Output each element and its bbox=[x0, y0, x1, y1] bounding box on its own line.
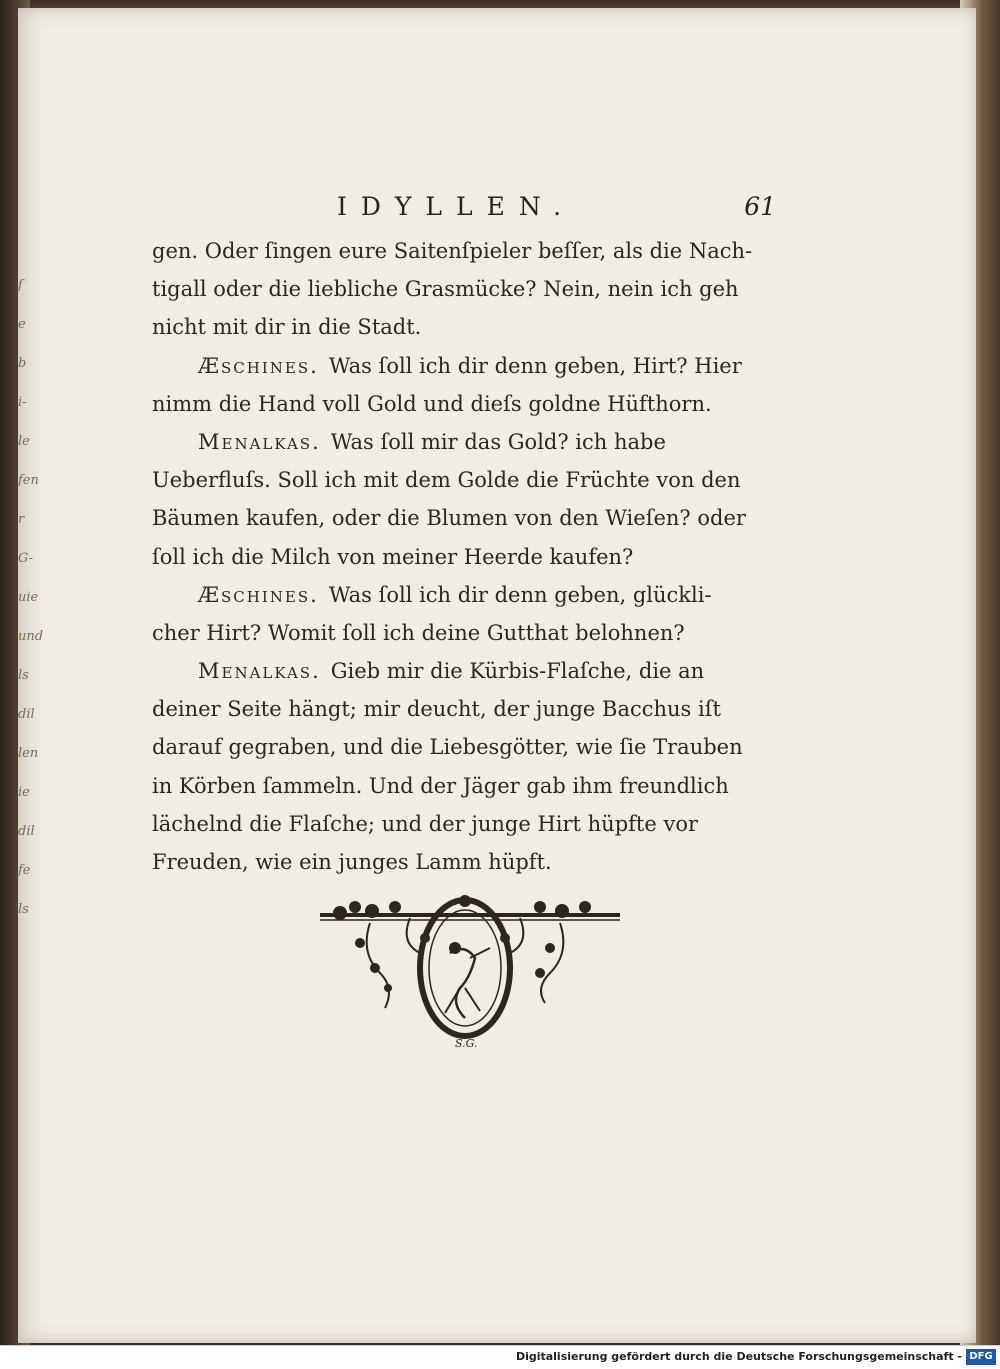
engraver-signature: S.G. bbox=[455, 1037, 478, 1050]
speech-line bbox=[152, 576, 782, 614]
text-line: cher Hirt? Womit ſoll ich deine Gutthat belohnen? bbox=[152, 620, 685, 645]
speaker-name: Menalkas. bbox=[198, 429, 321, 454]
previous-page-margin-fragments: ſ e b i- le fen r G- uie und ls dil len ie dil fe ls bbox=[18, 278, 44, 917]
vignette-ornament bbox=[300, 893, 630, 1053]
speech-text: Was ſoll mir das Gold? ich habe bbox=[330, 429, 666, 454]
running-title: IDYLLEN. bbox=[337, 192, 576, 221]
text-line: lächelnd die Flaſche; und der junge Hirt hüpfte vor bbox=[152, 811, 699, 836]
digitization-footer bbox=[0, 1345, 1000, 1369]
page-number: 61 bbox=[744, 192, 776, 221]
speech-line bbox=[152, 652, 782, 690]
speech-text: Was ſoll ich dir denn geben, glückli- bbox=[328, 582, 712, 607]
text-line: gen. Oder ſingen eure Saitenſpieler beſſer, als die Nach- bbox=[152, 239, 753, 263]
speech-text: Gieb mir die Kürbis-Flaſche, die an bbox=[330, 659, 705, 684]
text-line: nicht mit dir in die Stadt. bbox=[152, 315, 422, 340]
text-line: Bäumen kaufen, oder die Blumen von den Wieſen? oder bbox=[152, 506, 746, 531]
text-line: Freuden, wie ein junges Lamm hüpft. bbox=[152, 850, 552, 874]
speech-text: Was ſoll ich dir denn geben, Hirt? Hier bbox=[328, 353, 742, 378]
text-line: ſoll ich die Milch von meiner Heerde kaufen? bbox=[152, 544, 634, 569]
speaker-name: Æschines. bbox=[198, 353, 319, 378]
text-line: deiner Seite hängt; mir deucht, der junge Bacchus iſt bbox=[152, 697, 721, 722]
text-line: darauf gegraben, und die Liebesgötter, wie ſie Trauben bbox=[152, 735, 743, 760]
text-line: nimm die Hand voll Gold und dieſs goldne Hüfthorn. bbox=[152, 391, 712, 416]
text-line: tigall oder die liebliche Grasmücke? Nein, nein ich geh bbox=[152, 277, 739, 302]
speaker-name: Menalkas. bbox=[198, 659, 321, 684]
footer-credit: Digitalisierung gefördert durch die Deutsche Forschungsgemeinschaft - bbox=[515, 1350, 962, 1363]
page-header bbox=[152, 192, 782, 228]
text-line: in Körben ſammeln. Und der Jäger gab ihm freundlich bbox=[152, 773, 729, 798]
speaker-name: Æschines. bbox=[198, 582, 319, 607]
page-body-text bbox=[152, 232, 782, 881]
speech-line bbox=[152, 347, 782, 385]
text-line: Ueberfluſs. Soll ich mit dem Golde die Früchte von den bbox=[152, 468, 741, 493]
speech-line bbox=[152, 423, 782, 461]
dfg-logo-icon: DFG bbox=[966, 1349, 996, 1365]
